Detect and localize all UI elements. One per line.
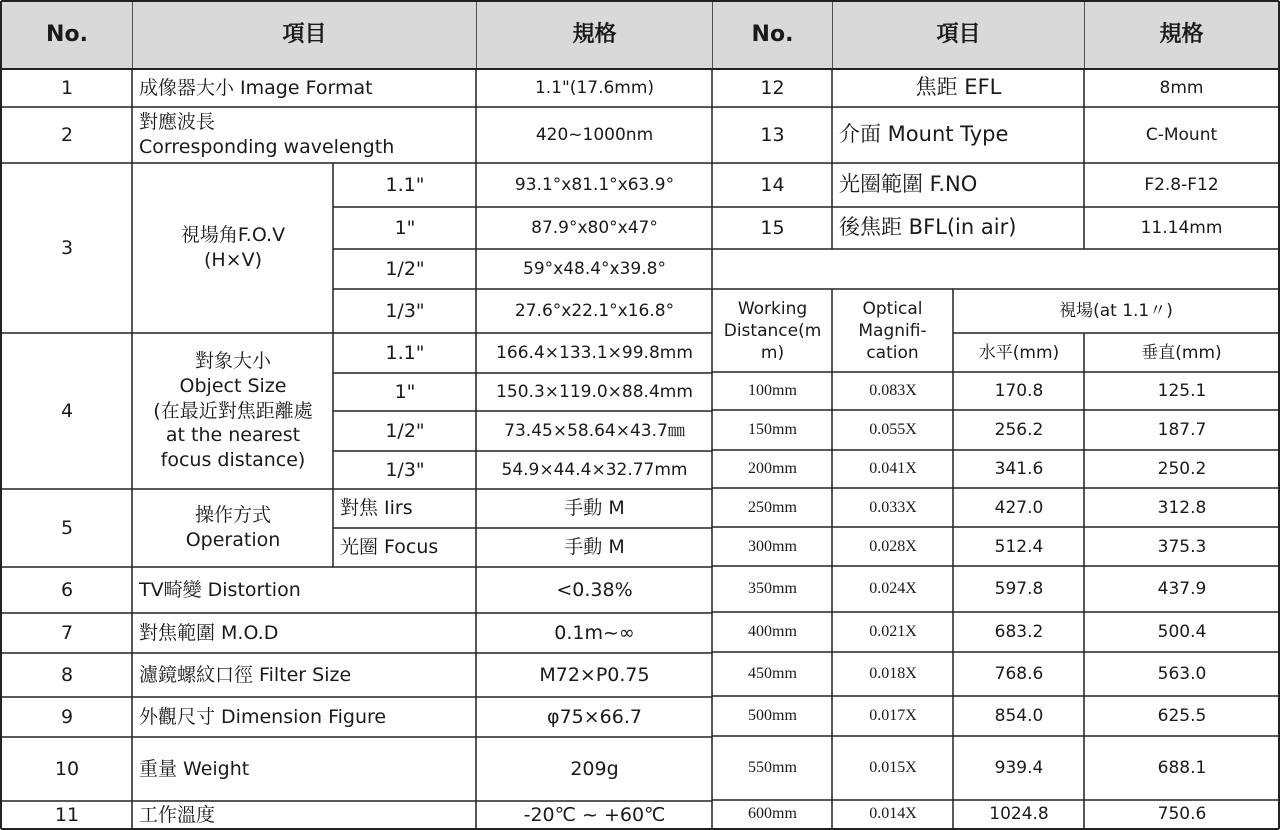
row-8-no: 8 xyxy=(60,663,74,686)
fov-cell-mag: 0.083X xyxy=(869,382,917,400)
fov-cell-mag: 0.033X xyxy=(869,498,917,516)
row-13-no: 13 xyxy=(760,123,785,146)
fov-cell-v: 375.3 xyxy=(1157,536,1207,557)
row-5-item: 操作方式 Operation xyxy=(185,504,281,551)
fov-cell-wd: 500mm xyxy=(748,707,797,725)
fov-cell-mag: 0.014X xyxy=(869,805,917,823)
row-11-no: 11 xyxy=(54,803,80,826)
row-3-size-1: 1.1" xyxy=(385,173,425,196)
row-15-item: 後焦距 BFL(in air) xyxy=(839,215,1017,240)
row-14-no: 14 xyxy=(760,173,785,196)
row-3-no: 3 xyxy=(60,236,74,259)
row-5-sub-2: 光圈 Focus xyxy=(340,536,439,559)
fov-cell-wd: 300mm xyxy=(748,537,797,555)
row-4-spec-1: 166.4×133.1×99.8mm xyxy=(496,342,693,363)
fov-cell-h: 427.0 xyxy=(994,497,1044,518)
fov-cell-wd: 100mm xyxy=(748,382,797,400)
fov-cell-h: 683.2 xyxy=(994,622,1044,643)
row-10-no: 10 xyxy=(54,757,80,780)
fov-cell-v: 688.1 xyxy=(1157,758,1207,779)
fov-cell-wd: 250mm xyxy=(748,498,797,516)
fov-cell-mag: 0.021X xyxy=(869,623,917,641)
row-4-size-4: 1/3" xyxy=(385,458,425,481)
fov-cell-mag: 0.018X xyxy=(869,665,917,683)
fov-cell-wd: 450mm xyxy=(748,665,797,683)
fov-cell-h: 768.6 xyxy=(994,664,1044,685)
row-8-spec: M72×P0.75 xyxy=(539,663,650,686)
row-3-size-3: 1/2" xyxy=(385,257,425,280)
fov-cell-wd: 150mm xyxy=(748,421,797,439)
fov-cell-v: 563.0 xyxy=(1157,664,1207,685)
fov-cell-h: 341.6 xyxy=(994,459,1044,480)
row-1-spec: 1.1"(17.6mm) xyxy=(534,77,655,98)
row-5-spec-2: 手動 M xyxy=(564,536,625,559)
row-5-sub-1: 對焦 Iirs xyxy=(340,497,413,520)
header-no-right: No. xyxy=(713,2,832,68)
fov-cell-h: 939.4 xyxy=(994,758,1044,779)
fov-cell-wd: 400mm xyxy=(748,623,797,641)
row-15-spec: 11.14mm xyxy=(1140,217,1223,238)
row-4-no: 4 xyxy=(60,399,74,422)
fov-cell-h: 170.8 xyxy=(994,381,1044,402)
row-4-spec-2: 150.3×119.0×88.4mm xyxy=(496,381,693,402)
row-4-spec-3: 73.45×58.64×43.7㎜ xyxy=(504,420,685,441)
row-3-spec-1: 93.1°x81.1°x63.9° xyxy=(514,174,675,195)
row-3-spec-2: 87.9°x80°x47° xyxy=(531,217,658,238)
row-12-item: 焦距 EFL xyxy=(915,75,1002,100)
row-9-spec: φ75×66.7 xyxy=(547,705,642,728)
row-13-item: 介面 Mount Type xyxy=(839,122,1009,147)
row-10-item: 重量 Weight xyxy=(139,757,250,780)
row-2-item: 對應波長 Corresponding wavelength xyxy=(139,111,395,158)
header-item-right: 項目 xyxy=(833,2,1084,68)
header-spec-left: 規格 xyxy=(477,2,712,68)
fov-header-magnification: Optical Magnifi- cation xyxy=(858,298,927,364)
row-3-size-2: 1" xyxy=(394,216,416,239)
row-7-no: 7 xyxy=(60,621,74,644)
row-13-spec: C-Mount xyxy=(1145,124,1218,145)
row-4-size-3: 1/2" xyxy=(385,419,425,442)
row-4-size-2: 1" xyxy=(394,380,416,403)
fov-cell-h: 854.0 xyxy=(994,706,1044,727)
fov-cell-v: 250.2 xyxy=(1157,459,1207,480)
row-5-no: 5 xyxy=(60,516,74,539)
row-3-spec-3: 59°x48.4°x39.8° xyxy=(523,258,666,279)
row-9-no: 9 xyxy=(60,705,74,728)
header-item-left: 項目 xyxy=(133,2,476,68)
fov-header-vertical: 垂直(mm) xyxy=(1141,342,1222,363)
row-9-item: 外觀尺寸 Dimension Figure xyxy=(139,705,387,728)
fov-cell-mag: 0.041X xyxy=(869,460,917,478)
row-4-size-1: 1.1" xyxy=(385,341,425,364)
fov-cell-v: 187.7 xyxy=(1157,420,1207,441)
row-7-spec: 0.1m~∞ xyxy=(554,621,635,644)
row-7-item: 對焦範圍 M.O.D xyxy=(139,621,279,644)
fov-cell-h: 256.2 xyxy=(994,420,1044,441)
fov-header-field: 視場(at 1.1〃) xyxy=(1059,300,1173,321)
row-2-no: 2 xyxy=(60,123,74,146)
row-14-spec: F2.8-F12 xyxy=(1144,174,1219,195)
fov-cell-mag: 0.024X xyxy=(869,580,917,598)
row-4-item: 對象大小 Object Size (在最近對焦距離處 at the nearest focus distance) xyxy=(153,350,313,472)
row-11-item: 工作溫度 xyxy=(139,803,216,826)
row-3-spec-4: 27.6°x22.1°x16.8° xyxy=(514,300,675,321)
row-6-item: TV畸變 Distortion xyxy=(139,578,301,601)
header-spec-right: 規格 xyxy=(1085,2,1278,68)
row-6-no: 6 xyxy=(60,578,74,601)
header-no-left: No. xyxy=(2,2,132,68)
fov-cell-v: 500.4 xyxy=(1157,622,1207,643)
fov-cell-mag: 0.055X xyxy=(869,421,917,439)
fov-cell-mag: 0.028X xyxy=(869,537,917,555)
fov-cell-v: 750.6 xyxy=(1157,804,1207,825)
row-11-spec: -20℃ ~ +60℃ xyxy=(523,803,666,826)
row-12-no: 12 xyxy=(760,76,785,99)
fov-cell-v: 125.1 xyxy=(1157,381,1207,402)
fov-cell-wd: 600mm xyxy=(748,805,797,823)
row-15-no: 15 xyxy=(760,216,785,239)
row-1-item: 成像器大小 Image Format xyxy=(139,76,373,99)
row-12-spec: 8mm xyxy=(1159,77,1204,98)
row-4-spec-4: 54.9×44.4×32.77mm xyxy=(501,459,688,480)
fov-cell-v: 312.8 xyxy=(1157,497,1207,518)
row-8-item: 濾鏡螺紋口徑 Filter Size xyxy=(139,663,352,686)
row-10-spec: 209g xyxy=(570,757,619,780)
fov-header-horizontal: 水平(mm) xyxy=(978,342,1060,363)
row-2-spec: 420~1000nm xyxy=(535,124,654,145)
row-1-no: 1 xyxy=(60,76,74,99)
fov-cell-mag: 0.015X xyxy=(869,759,917,777)
fov-cell-wd: 550mm xyxy=(748,759,797,777)
row-6-spec: <0.38% xyxy=(556,578,633,601)
row-3-item: 視場角F.O.V (H×V) xyxy=(180,224,286,271)
fov-cell-v: 437.9 xyxy=(1157,579,1207,600)
fov-cell-wd: 350mm xyxy=(748,580,797,598)
fov-cell-h: 1024.8 xyxy=(989,804,1049,825)
row-3-size-4: 1/3" xyxy=(385,299,425,322)
fov-cell-h: 512.4 xyxy=(994,536,1044,557)
fov-cell-wd: 200mm xyxy=(748,460,797,478)
row-14-item: 光圈範圍 F.NO xyxy=(839,172,978,197)
fov-cell-mag: 0.017X xyxy=(869,707,917,725)
row-5-spec-1: 手動 M xyxy=(564,497,625,520)
fov-cell-h: 597.8 xyxy=(994,579,1044,600)
fov-header-working-distance: Working Distance(m m) xyxy=(723,298,822,364)
fov-cell-v: 625.5 xyxy=(1157,706,1207,727)
